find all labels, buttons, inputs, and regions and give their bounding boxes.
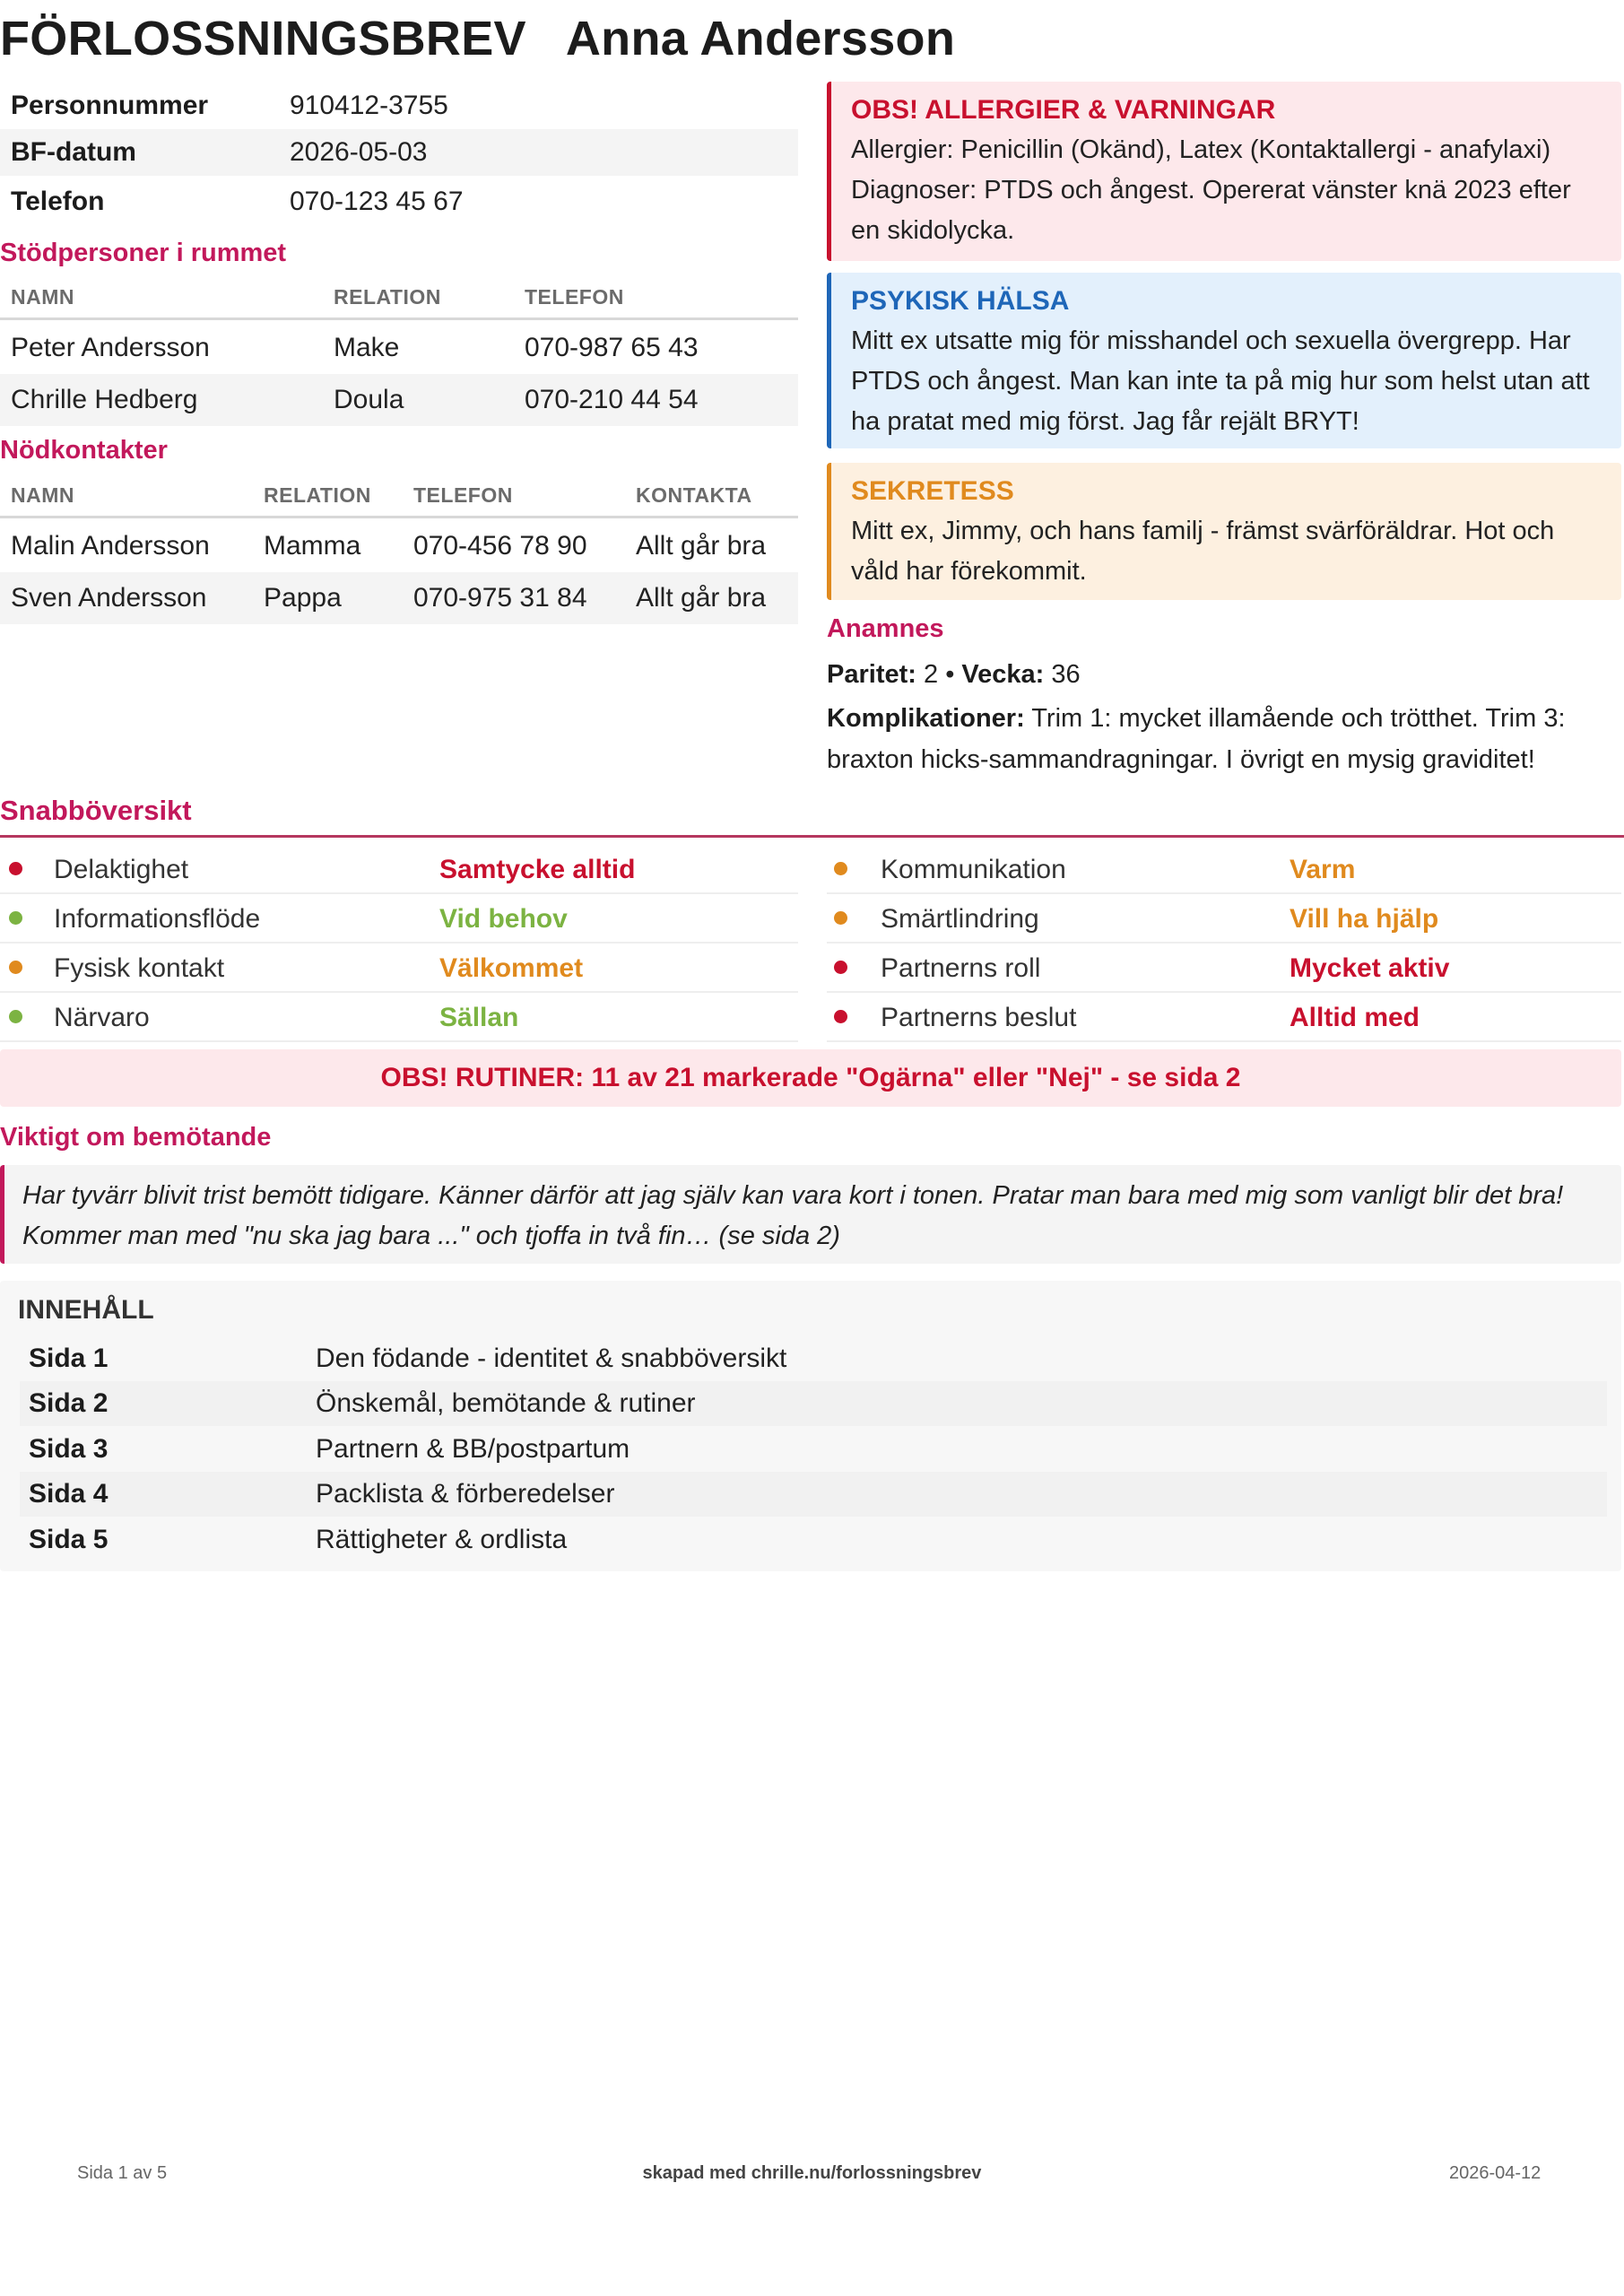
emergency-name: Sven Andersson bbox=[11, 583, 207, 613]
week-label: Vecka: bbox=[961, 660, 1045, 689]
support-phone: 070-987 65 43 bbox=[525, 333, 699, 362]
overview-label: Fysisk kontakt bbox=[54, 953, 225, 983]
overview-value: Mycket aktiv bbox=[1290, 953, 1450, 983]
overview-value: Vid behov bbox=[439, 904, 568, 934]
mental-health-text: Mitt ex utsatte mig för misshandel och sexuella övergrepp. Har PTDS och ångest. Man kan inte ta på mig hur som helst utan att ha pratat med mig först. Jag får rejält BRYT! bbox=[851, 326, 1590, 436]
allergy-warning-box bbox=[827, 82, 1621, 261]
support-phone: 070-210 44 54 bbox=[525, 385, 699, 414]
footer-date: 2026-04-12 bbox=[1449, 2163, 1541, 2183]
overview-item bbox=[827, 846, 1621, 894]
toc-page: Sida 2 bbox=[29, 1388, 109, 1418]
status-dot-icon bbox=[9, 1010, 22, 1023]
emergency-relation: Mamma bbox=[264, 531, 361, 561]
emergency-table-header bbox=[0, 474, 798, 518]
identity-value: 2026-05-03 bbox=[290, 137, 428, 167]
treatment-heading: Viktigt om bemötande bbox=[0, 1123, 272, 1152]
allergy-title: OBS! ALLERGIER & VARNINGAR bbox=[851, 95, 1276, 125]
toc-item[interactable] bbox=[20, 1427, 1607, 1472]
column-header: NAMN bbox=[11, 483, 74, 507]
identity-label: Personnummer bbox=[11, 91, 209, 120]
status-dot-icon bbox=[9, 911, 22, 925]
overview-value: Välkommet bbox=[439, 953, 584, 983]
toc-page-title: Önskemål, bemötande & rutiner bbox=[316, 1388, 696, 1418]
status-dot-icon bbox=[834, 862, 847, 875]
support-table-header bbox=[0, 276, 798, 320]
overview-label: Partnerns beslut bbox=[881, 1003, 1077, 1032]
toc-page: Sida 3 bbox=[29, 1434, 109, 1464]
page-title bbox=[0, 11, 955, 66]
treatment-quote: Har tyvärr blivit trist bemött tidigare. Känner därför att jag själv kan vara kort i tonen. Pratar man bara med mig som vanligt blir det bra! Kommer man med "nu ska jag bara ..." och tjoffa in två fin… (se sida 2) bbox=[0, 1165, 1621, 1264]
toc-item[interactable] bbox=[20, 1472, 1607, 1517]
toc-page-title: Partnern & BB/postpartum bbox=[316, 1434, 630, 1464]
toc-item[interactable] bbox=[20, 1518, 1607, 1562]
overview-item bbox=[0, 846, 798, 894]
overview-item bbox=[0, 994, 798, 1042]
overview-label: Kommunikation bbox=[881, 855, 1066, 884]
overview-label: Partnerns roll bbox=[881, 953, 1041, 983]
overview-label: Informationsflöde bbox=[54, 904, 261, 934]
separator: • bbox=[945, 660, 955, 689]
routines-notice: OBS! RUTINER: 11 av 21 markerade "Ogärna" eller "Nej" - se sida 2 bbox=[0, 1049, 1621, 1107]
overview-item bbox=[827, 895, 1621, 944]
toc-page: Sida 1 bbox=[29, 1344, 109, 1373]
toc-page: Sida 5 bbox=[29, 1525, 109, 1554]
overview-value: Varm bbox=[1290, 855, 1356, 884]
toc-page: Sida 4 bbox=[29, 1479, 109, 1509]
overview-item bbox=[0, 944, 798, 993]
document-title: FÖRLOSSNINGSBREV bbox=[0, 12, 526, 65]
complications bbox=[827, 698, 1616, 780]
status-dot-icon bbox=[9, 862, 22, 875]
support-relation: Make bbox=[334, 333, 400, 362]
overview-value: Alltid med bbox=[1290, 1003, 1420, 1032]
identity-row-telefon bbox=[0, 178, 798, 225]
emergency-phone: 070-975 31 84 bbox=[413, 583, 587, 613]
overview-value: Vill ha hjälp bbox=[1290, 904, 1439, 934]
table-of-contents bbox=[0, 1281, 1621, 1571]
parity-value: 2 bbox=[923, 660, 939, 689]
confidentiality-box bbox=[827, 463, 1621, 600]
emergency-heading: Nödkontakter bbox=[0, 436, 168, 465]
overview-value: Sällan bbox=[439, 1003, 519, 1032]
emergency-name: Malin Andersson bbox=[11, 531, 210, 561]
column-header: KONTAKTA bbox=[636, 483, 752, 507]
toc-item[interactable] bbox=[20, 1336, 1607, 1381]
identity-value: 070-123 45 67 bbox=[290, 187, 464, 216]
anamnes-heading: Anamnes bbox=[827, 614, 944, 643]
complications-label: Komplikationer: bbox=[827, 704, 1025, 733]
column-header: TELEFON bbox=[525, 285, 624, 309]
identity-row-personnummer bbox=[0, 83, 798, 129]
week-value: 36 bbox=[1051, 660, 1081, 689]
mental-health-title: PSYKISK HÄLSA bbox=[851, 286, 1070, 316]
table-row bbox=[0, 374, 798, 426]
toc-page-title: Packlista & förberedelser bbox=[316, 1479, 615, 1509]
toc-page-title: Rättigheter & ordlista bbox=[316, 1525, 568, 1554]
table-row bbox=[0, 520, 798, 572]
overview-label: Delaktighet bbox=[54, 855, 189, 884]
column-header: RELATION bbox=[334, 285, 441, 309]
confidentiality-title: SEKRETESS bbox=[851, 476, 1014, 506]
parity-week-line bbox=[827, 654, 1616, 695]
overview-item bbox=[827, 994, 1621, 1042]
status-dot-icon bbox=[834, 911, 847, 925]
overview-value: Samtycke alltid bbox=[439, 855, 636, 884]
mental-health-box bbox=[827, 273, 1621, 448]
diagnosis-text: Diagnoser: PTDS och ångest. Opererat vänster knä 2023 efter en skidolycka. bbox=[851, 176, 1571, 245]
overview-label: Smärtlindring bbox=[881, 904, 1039, 934]
support-name: Chrille Hedberg bbox=[11, 385, 198, 414]
overview-item bbox=[827, 944, 1621, 993]
column-header: NAMN bbox=[11, 285, 74, 309]
overview-heading: Snabböversikt bbox=[0, 795, 192, 826]
table-row bbox=[0, 322, 798, 374]
identity-value: 910412-3755 bbox=[290, 91, 448, 120]
overview-divider bbox=[0, 835, 1624, 838]
status-dot-icon bbox=[834, 1010, 847, 1023]
support-name: Peter Andersson bbox=[11, 333, 210, 362]
patient-name: Anna Andersson bbox=[565, 12, 956, 65]
overview-item bbox=[0, 895, 798, 944]
column-header: TELEFON bbox=[413, 483, 513, 507]
status-dot-icon bbox=[834, 961, 847, 974]
identity-label: Telefon bbox=[11, 187, 105, 216]
toc-page-title: Den födande - identitet & snabböversikt bbox=[316, 1344, 787, 1373]
toc-item[interactable] bbox=[20, 1381, 1607, 1426]
emergency-relation: Pappa bbox=[264, 583, 342, 613]
emergency-contact-when: Allt går bra bbox=[636, 583, 767, 613]
support-heading: Stödpersoner i rummet bbox=[0, 239, 287, 267]
footer-credit-link[interactable]: skapad med chrille.nu/forlossningsbrev bbox=[642, 2163, 982, 2183]
confidentiality-text: Mitt ex, Jimmy, och hans familj - främst svärföräldrar. Hot och våld har förekommit. bbox=[851, 517, 1555, 586]
support-relation: Doula bbox=[334, 385, 404, 414]
identity-label: BF-datum bbox=[11, 137, 136, 167]
toc-title: INNEHÅLL bbox=[18, 1295, 154, 1325]
table-row bbox=[0, 572, 798, 624]
footer-page-number: Sida 1 av 5 bbox=[77, 2163, 168, 2183]
overview-label: Närvaro bbox=[54, 1003, 150, 1032]
complications-text: Trim 1: mycket illamående och trötthet. Trim 3: braxton hicks-sammandragningar. I övrigt en mysig graviditet! bbox=[827, 704, 1566, 774]
identity-row-bf-datum bbox=[0, 129, 798, 176]
emergency-contact-when: Allt går bra bbox=[636, 531, 767, 561]
emergency-phone: 070-456 78 90 bbox=[413, 531, 587, 561]
status-dot-icon bbox=[9, 961, 22, 974]
column-header: RELATION bbox=[264, 483, 371, 507]
allergy-text: Allergier: Penicillin (Okänd), Latex (Kontaktallergi - anafylaxi) bbox=[851, 135, 1551, 164]
parity-label: Paritet: bbox=[827, 660, 916, 689]
